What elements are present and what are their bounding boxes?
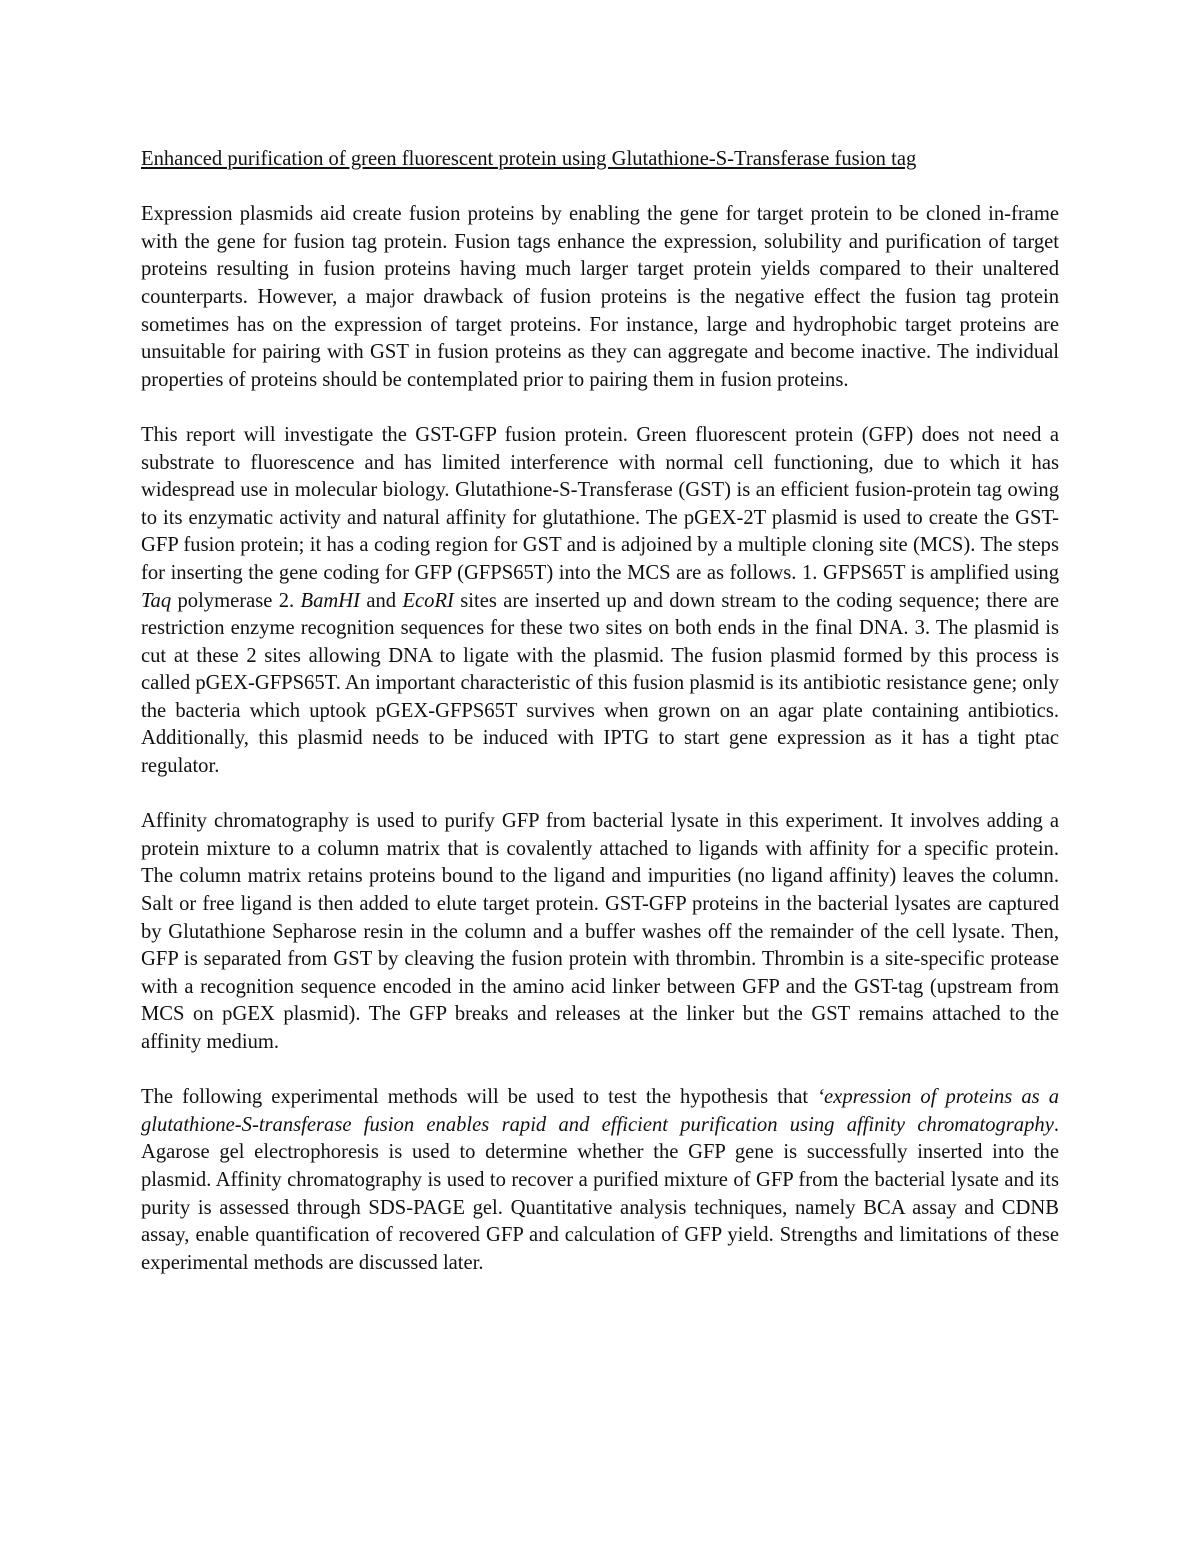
paragraph-hypothesis-text-2: . Agarose gel electrophoresis is used to determine whether the GFP gene is successfully inserted into the plasmid. Affinity chromatography is used to recover a purified mixture of GFP from the bacterial lysate and its purity is assessed through SDS-PAGE gel. Quantitative analysis techniques, namely BCA assay and CDNB assay, enable quantification of recovered GFP and calculation of GFP yield. Strengths and limitations of these experimental methods are discussed later. [141, 1113, 1059, 1274]
paragraph-gst-gfp-text-1: This report will investigate the GST-GFP fusion protein. Green fluorescent protein (GFP) does not need a substrate to fluorescence and has limited interference with normal cell functioning, due to which it has widespread use in molecular biology. Glutathione-S-Transferase (GST) is an efficient fusion-protein tag owing to its enzymatic activity and natural affinity for glutathione. The pGEX-2T plasmid is used to create the GST-GFP fusion protein; it has a coding region for GST and is adjoined by a multiple cloning site (MCS). The steps for inserting the gene coding for GFP (GFPS65T) into the MCS are as follows. 1. GFPS65T is amplified using [141, 423, 1059, 584]
paragraph-affinity-chromatography: Affinity chromatography is used to purify GFP from bacterial lysate in this experiment. It involves adding a protein mixture to a column matrix that is covalently attached to ligands with affinity for a specific protein. The column matrix retains proteins bound to the ligand and impurities (no ligand affinity) leaves the column. Salt or free ligand is then added to elute target protein. GST-GFP proteins in the bacterial lysates are captured by Glutathione Sepharose resin in the column and a buffer washes off the remainder of the cell lysate. Then, GFP is separated from GST by cleaving the fusion protein with thrombin. Thrombin is a site-specific protease with a recognition sequence encoded in the amino acid linker between GFP and the GST-tag (upstream from MCS on pGEX plasmid). The GFP breaks and releases at the linker but the GST remains attached to the affinity medium. [141, 810, 1059, 1053]
ecori-term: EcoRI [402, 589, 454, 612]
paragraph-hypothesis [141, 1084, 1059, 1277]
taq-term: Taq [141, 589, 172, 612]
paragraph-gst-gfp [141, 422, 1059, 781]
bamhi-term: BamHI [300, 589, 361, 612]
document-title: Enhanced purification of green fluorescent protein using Glutathione-S-Transferase fusion tag [141, 148, 917, 170]
paragraph-fusion-tags: Expression plasmids aid create fusion proteins by enabling the gene for target protein to be cloned in-frame with the gene for fusion tag protein. Fusion tags enhance the expression, solubility and purification of target proteins resulting in fusion proteins having much larger target protein yields compared to their unaltered counterparts. However, a major drawback of fusion proteins is the negative effect the fusion tag protein sometimes has on the expression of target proteins. For instance, large and hydrophobic target proteins are unsuitable for pairing with GST in fusion proteins as they can aggregate and become inactive. The individual properties of proteins should be contemplated prior to pairing them in fusion proteins. [141, 203, 1059, 391]
paragraph-gst-gfp-text-3: sites are inserted up and down stream to the coding sequence; there are restriction enzyme recognition sequences for these two sites on both ends in the final DNA. 3. The plasmid is cut at these 2 sites allowing DNA to ligate with the plasmid. The fusion plasmid formed by this process is called pGEX-GFPS65T. An important characteristic of this fusion plasmid is its antibiotic resistance gene; only the bacteria which uptook pGEX-GFPS65T survives when grown on an agar plate containing antibiotics. Additionally, this plasmid needs to be induced with IPTG to start gene expression as it has a tight ptac regulator. [141, 589, 1059, 778]
document-page [141, 146, 1059, 1305]
paragraph-gst-gfp-text-2: polymerase 2. [171, 589, 301, 612]
paragraph-hypothesis-text-1: The following experimental methods will be used to test the hypothesis that [141, 1086, 818, 1109]
hypothesis-statement: ‘expression of proteins as a glutathione-S-transferase fusion enables rapid and efficient purification using affinity chromatography [141, 1086, 1059, 1136]
paragraph-gst-gfp-and: and [360, 589, 403, 612]
